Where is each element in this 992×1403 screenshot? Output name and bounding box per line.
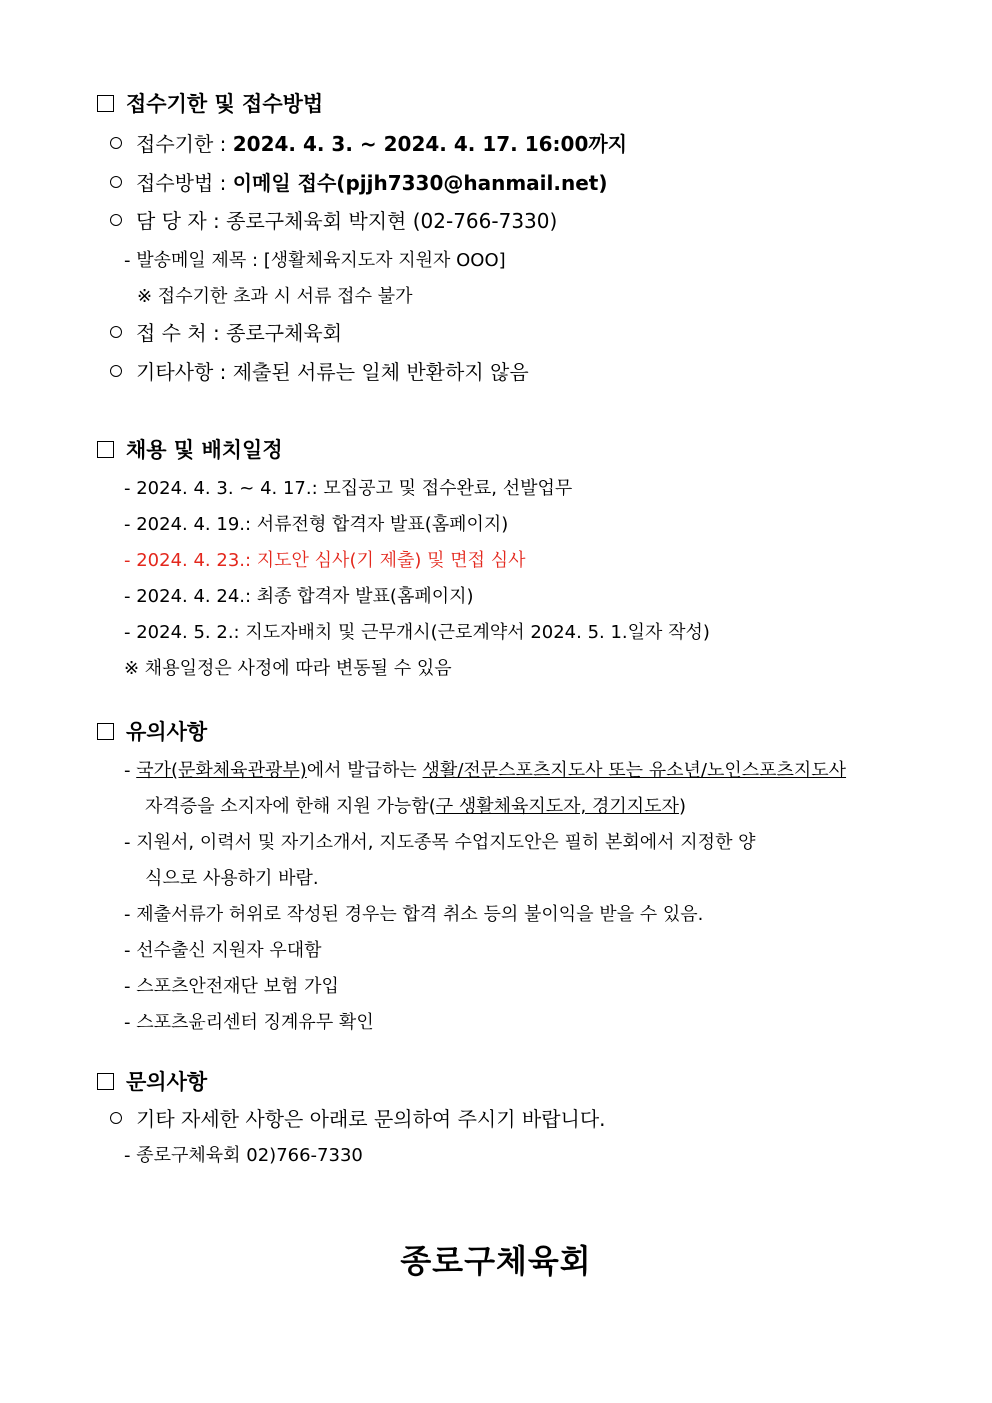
method-line: 접수방법 : 이메일 접수(pjjh7330@hanmail.net) bbox=[110, 171, 608, 195]
etc-line: 기타사항 : 제출된 서류는 일체 반환하지 않음 bbox=[110, 360, 529, 384]
checkbox-square-icon bbox=[97, 95, 114, 112]
circle-bullet-icon bbox=[110, 214, 122, 226]
checkbox-square-icon bbox=[97, 441, 114, 458]
deadline-value: 2024. 4. 3. ~ 2024. 4. 17. 16:00까지 bbox=[232, 132, 628, 156]
section-heading-schedule: 채용 및 배치일정 bbox=[97, 438, 283, 463]
schedule-item: - 2024. 4. 24.: 최종 합격자 발표(홈페이지) bbox=[124, 586, 474, 607]
checkbox-square-icon bbox=[97, 1073, 114, 1090]
circle-bullet-icon bbox=[110, 176, 122, 188]
notice-item-license-line1: - 국가(문화체육관광부)에서 발급하는 생활/전문스포츠지도사 또는 유소년/노인스포츠지도사 bbox=[124, 760, 847, 781]
etc-value: 제출된 서류는 일체 반환하지 않음 bbox=[232, 360, 529, 384]
circle-bullet-icon bbox=[110, 326, 122, 338]
circle-bullet-icon bbox=[110, 137, 122, 149]
late-notice: ※ 접수기한 초과 시 서류 접수 불가 bbox=[137, 286, 413, 307]
notice-item-insurance: - 스포츠안전재단 보험 가입 bbox=[124, 976, 339, 997]
circle-bullet-icon bbox=[110, 365, 122, 377]
contact-value: 종로구체육회 박지현 (02-766-7330) bbox=[226, 209, 558, 233]
section-heading-application: 접수기한 및 접수방법 bbox=[97, 92, 323, 117]
organization-signature: 종로구체육회 bbox=[400, 1242, 592, 1280]
notice-item-ethics-check: - 스포츠윤리센터 징계유무 확인 bbox=[124, 1012, 374, 1033]
method-value: 이메일 접수(pjjh7330@hanmail.net) bbox=[232, 171, 608, 195]
notice-item-forms-line2: 식으로 사용하기 바람. bbox=[145, 868, 319, 889]
mail-subject-line: - 발송메일 제목 : [생활체육지도자 지원자 OOO] bbox=[124, 250, 506, 271]
deadline-line: 접수기한 : 2024. 4. 3. ~ 2024. 4. 17. 16:00까지 bbox=[110, 132, 627, 156]
schedule-item: - 2024. 5. 2.: 지도자배치 및 근무개시(근로계약서 2024. 5. 1.일자 작성) bbox=[124, 622, 710, 643]
notice-item-license-line2: 자격증을 소지자에 한해 지원 가능함(구 생활체육지도자, 경기지도자) bbox=[145, 796, 686, 817]
former-license-text: 구 생활체육지도자, 경기지도자 bbox=[435, 796, 679, 817]
checkbox-square-icon bbox=[97, 723, 114, 740]
schedule-item-highlighted: - 2024. 4. 23.: 지도안 심사(기 제출) 및 면접 심사 bbox=[124, 550, 526, 571]
section-heading-inquiry: 문의사항 bbox=[97, 1070, 207, 1095]
section-heading-notice: 유의사항 bbox=[97, 720, 207, 745]
inquiry-contact: - 종로구체육회 02)766-7330 bbox=[124, 1145, 363, 1166]
place-value: 종로구체육회 bbox=[226, 321, 343, 345]
notice-item-athlete-preference: - 선수출신 지원자 우대함 bbox=[124, 940, 322, 961]
notice-item-false-documents: - 제출서류가 허위로 작성된 경우는 합격 취소 등의 불이익을 받을 수 있음. bbox=[124, 904, 704, 925]
license-types-text: 생활/전문스포츠지도사 또는 유소년/노인스포츠지도사 bbox=[422, 760, 847, 781]
circle-bullet-icon bbox=[110, 1112, 122, 1124]
schedule-item: - 2024. 4. 3. ~ 4. 17.: 모집공고 및 접수완료, 선발업무 bbox=[124, 478, 573, 499]
place-line: 접 수 처 : 종로구체육회 bbox=[110, 321, 342, 345]
ministry-text: 국가(문화체육관광부) bbox=[136, 760, 307, 781]
contact-line: 담 당 자 : 종로구체육회 박지현 (02-766-7330) bbox=[110, 209, 557, 233]
schedule-note: ※ 채용일정은 사정에 따라 변동될 수 있음 bbox=[124, 658, 452, 679]
schedule-item: - 2024. 4. 19.: 서류전형 합격자 발표(홈페이지) bbox=[124, 514, 509, 535]
inquiry-line: 기타 자세한 사항은 아래로 문의하여 주시기 바랍니다. bbox=[110, 1107, 606, 1131]
notice-item-forms-line1: - 지원서, 이력서 및 자기소개서, 지도종목 수업지도안은 필히 본회에서 지정한 양 bbox=[124, 832, 756, 853]
